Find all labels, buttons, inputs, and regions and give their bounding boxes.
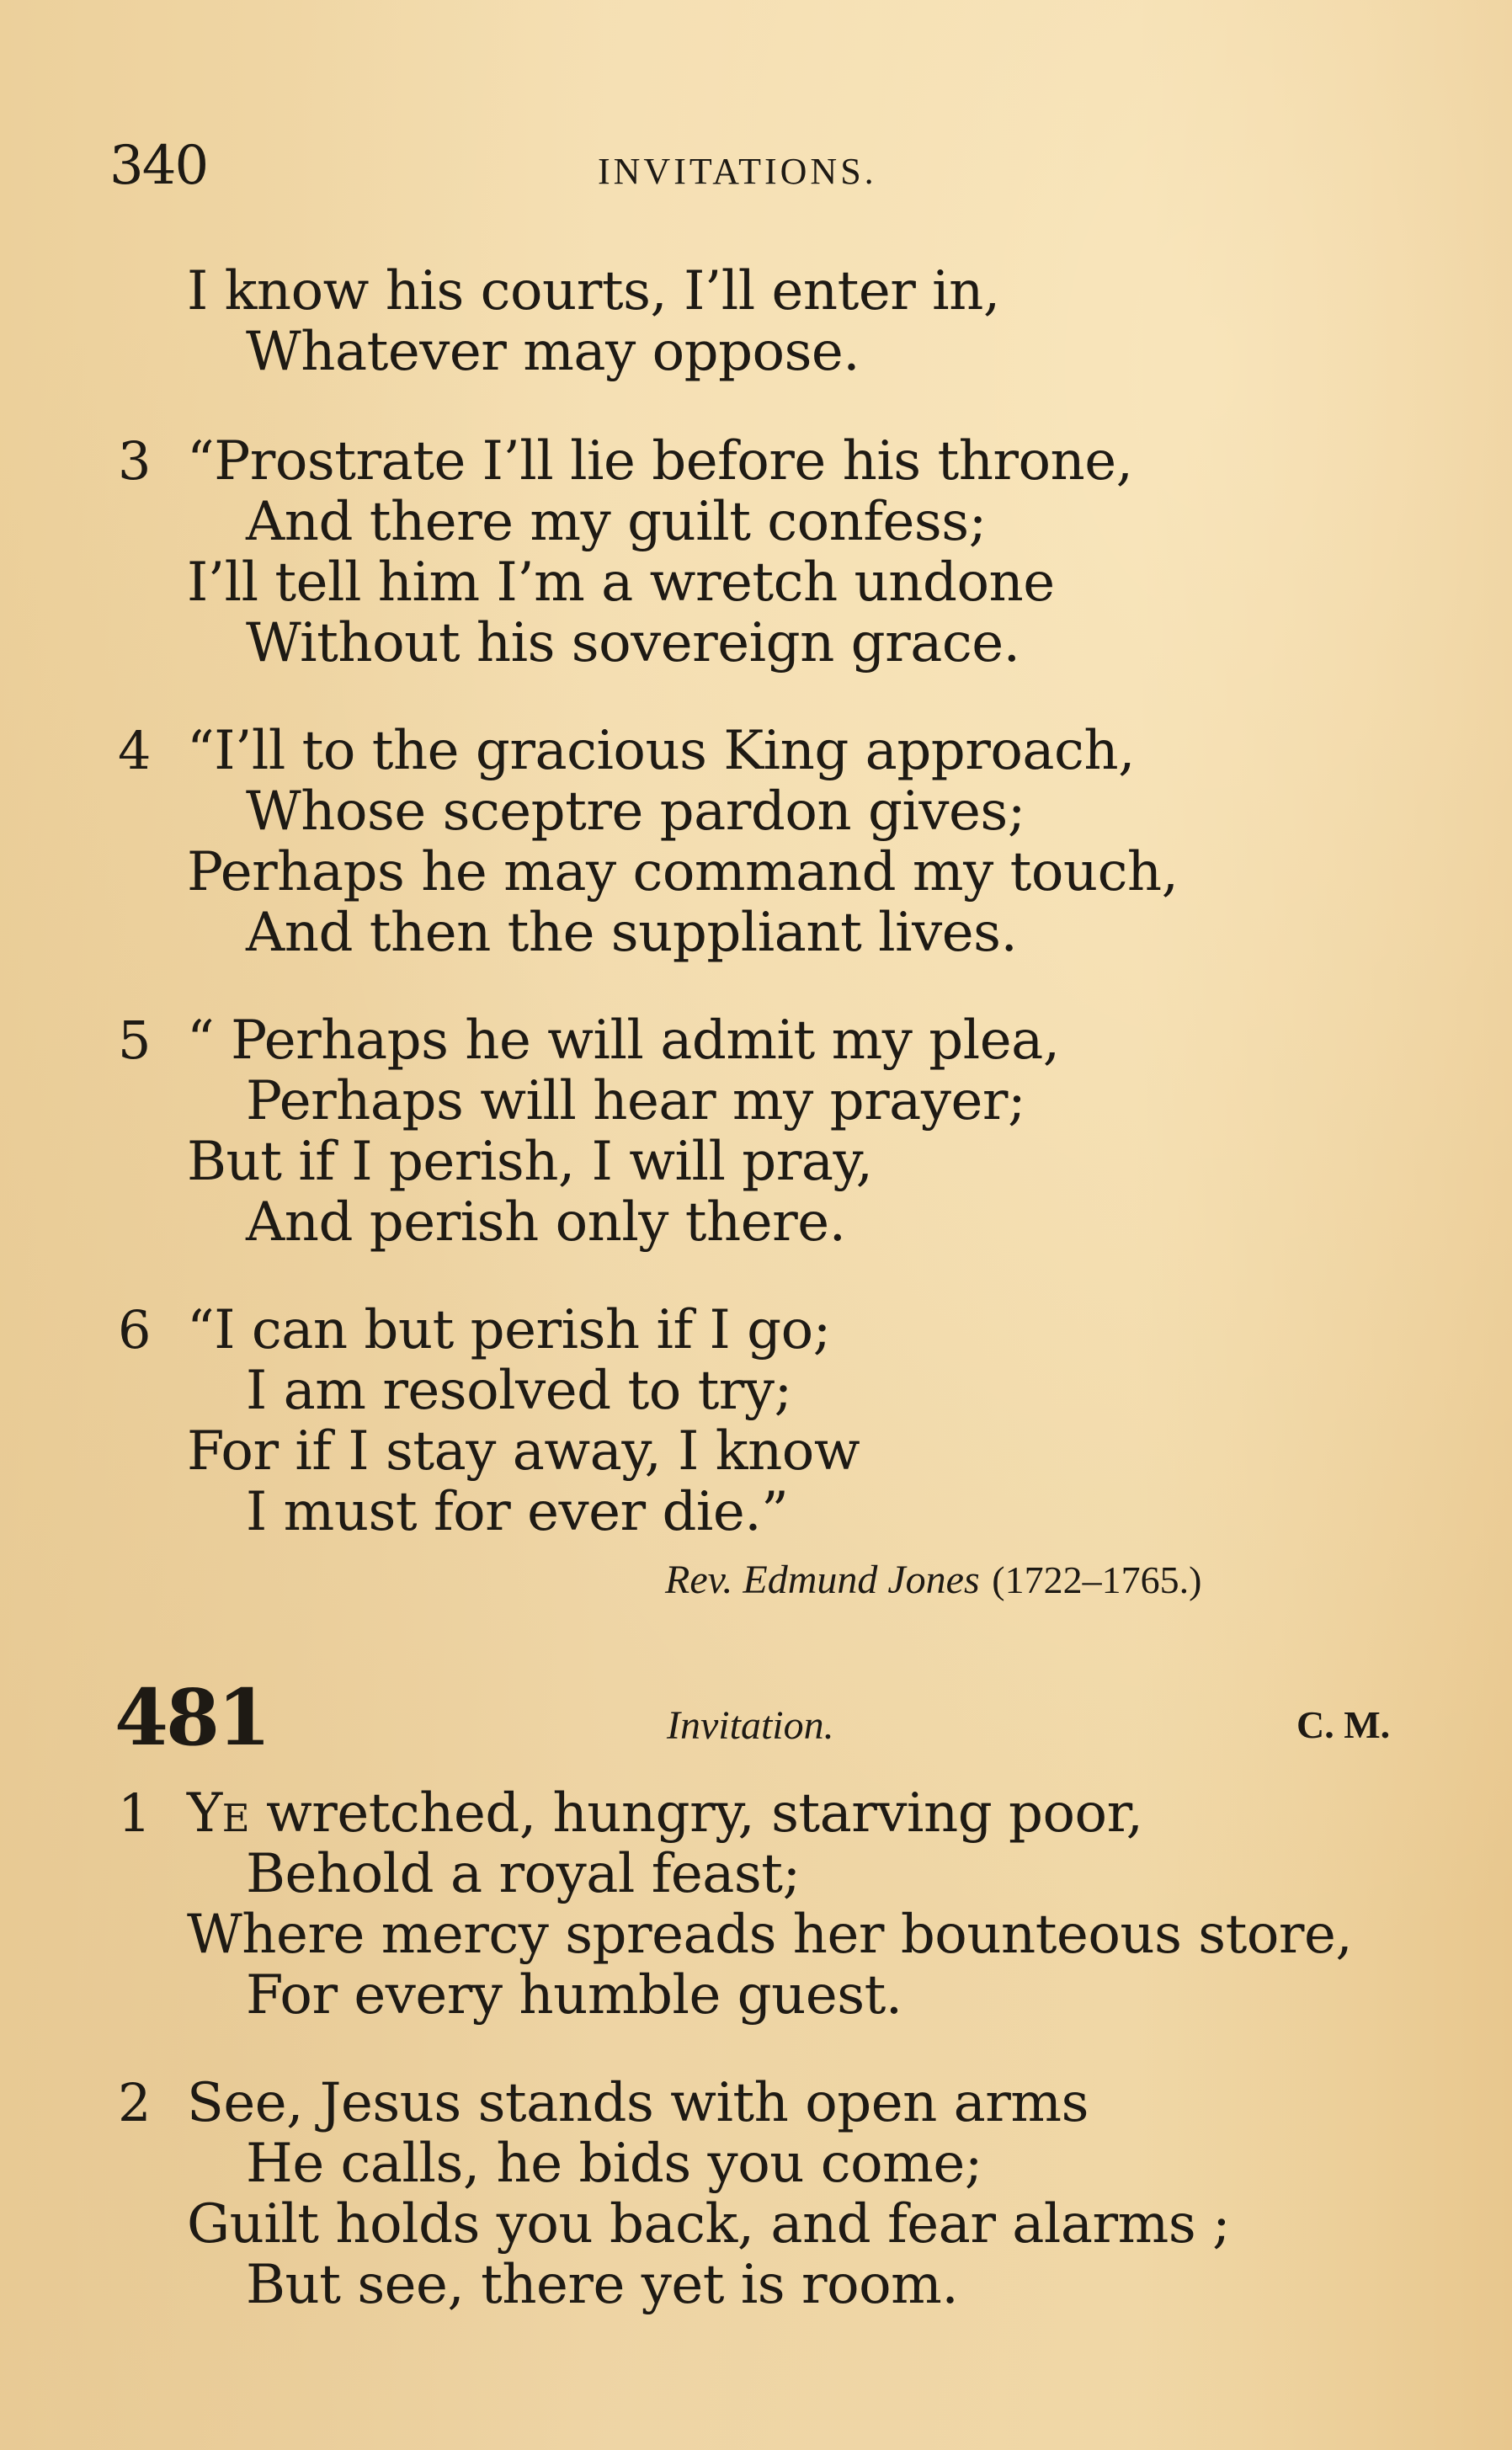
verse-line: Guilt holds you back, and fear alarms ; (187, 2193, 1231, 2256)
verse-line: And perish only there. (246, 1191, 846, 1254)
verse-line: I’ll tell him I’m a wretch undone (187, 551, 1055, 614)
verse-line: “I can but perish if I go; (187, 1299, 831, 1361)
verse-line: I must for ever die.” (246, 1481, 789, 1543)
verse-line: “Prostrate I’ll lie before his throne, (187, 430, 1133, 493)
verse-line: But see, there yet is room. (246, 2254, 959, 2316)
verse-line: Without his sovereign grace. (246, 612, 1020, 674)
running-head (109, 135, 951, 202)
verse-line-rest: wretched, hungry, starving poor, (249, 1782, 1143, 1845)
verse-line: See, Jesus stands with open arms (187, 2072, 1089, 2134)
page-number: 340 (109, 135, 208, 197)
stanza-number: 6 (118, 1299, 152, 1361)
verse-line: Behold a royal feast; (246, 1843, 801, 1905)
stanza-number: 4 (118, 720, 152, 781)
verse-line (187, 1783, 1142, 1844)
verse-line: And there my guilt confess; (246, 491, 987, 553)
stanza-number: 2 (118, 2072, 152, 2133)
verse-line: For every humble guest. (246, 1964, 902, 2027)
verse-line: Where mercy spreads her bounteous store, (187, 1904, 1353, 1966)
hymn-meter: C. M. (1296, 1703, 1391, 1746)
verse-line: Whose sceptre pardon gives; (246, 780, 1025, 843)
stanza-number: 1 (118, 1782, 152, 1844)
hymn-title: Invitation. (667, 1703, 834, 1748)
verse-line: Perhaps he may command my touch, (187, 841, 1179, 903)
verse-line: But if I perish, I will pray, (187, 1131, 873, 1193)
verse-line: Perhaps will hear my prayer; (246, 1070, 1025, 1132)
first-word: Ye (187, 1782, 250, 1845)
verse-line: And then the suppliant lives. (246, 902, 1018, 964)
verse-line: I know his courts, I’ll enter in, (187, 260, 1000, 322)
attribution (665, 1556, 1201, 1604)
verse-line: He calls, he bids you come; (246, 2133, 982, 2195)
section-title: INVITATIONS. (598, 151, 877, 192)
verse-line: Whatever may oppose. (246, 321, 860, 383)
author-name: Rev. Edmund Jones (665, 1558, 980, 1602)
stanza-number: 5 (118, 1009, 152, 1071)
stanza-number: 3 (118, 430, 152, 492)
verse-line: For if I stay away, I know (187, 1420, 860, 1483)
hymn-number: 481 (114, 1672, 269, 1763)
verse-line: “I’ll to the gracious King approach, (187, 720, 1135, 782)
author-years: (1722–1765.) (992, 1558, 1202, 1601)
verse-line: “ Perhaps he will admit my plea, (187, 1009, 1060, 1072)
verse-line: I am resolved to try; (246, 1360, 792, 1422)
